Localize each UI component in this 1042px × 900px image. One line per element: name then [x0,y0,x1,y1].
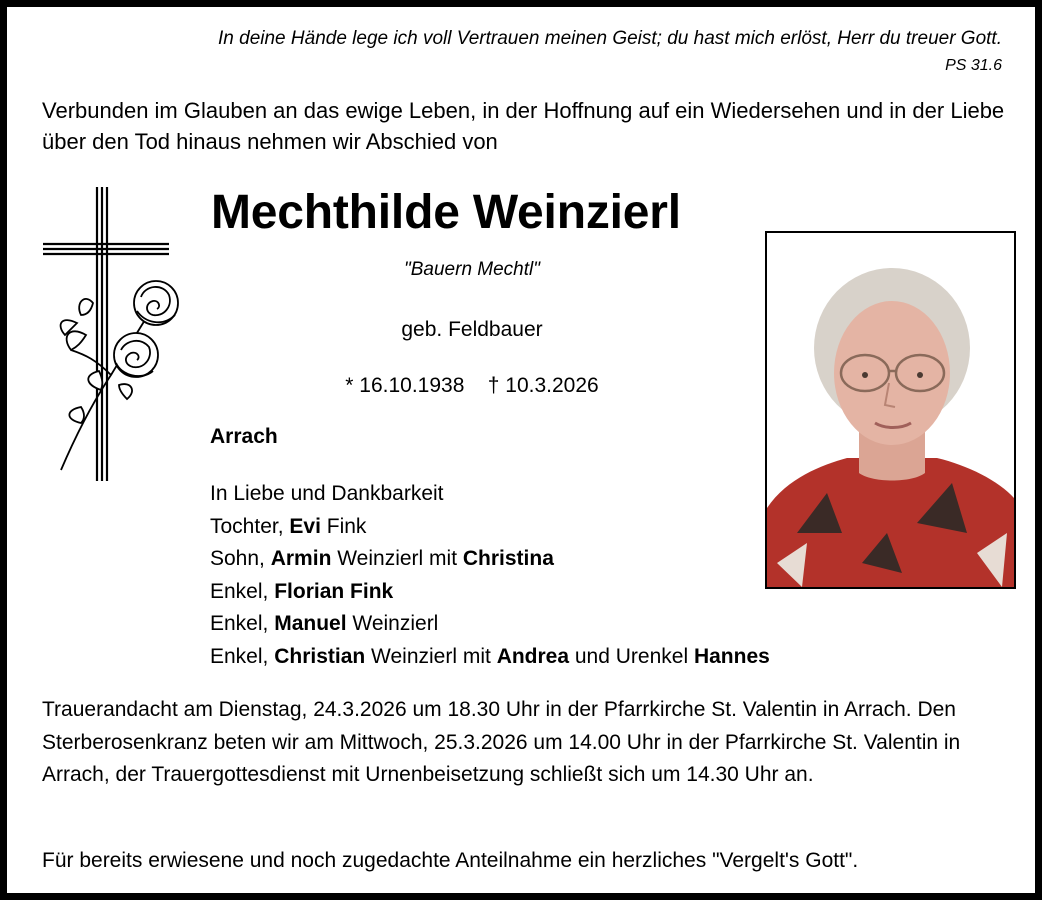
birth-date: 16.10.1938 [359,374,465,397]
birth-name: geb. Feldbauer [401,318,543,341]
family-line: Tochter, Evi Fink [210,514,367,538]
hometown: Arrach [210,425,278,448]
portrait-photo [765,231,1016,589]
family-line: Sohn, Armin Weinzierl mit Christina [210,547,554,571]
bible-verse: In deine Hände lege ich voll Vertrauen meinen Geist; du hast mich erlöst, Herr du treuer Gott. [218,28,1002,49]
intro-text: Verbunden im Glauben an das ewige Leben, in der Hoffnung auf ein Wiedersehen und in der Liebe über den Tod hinaus nehmen wir Abschied von [42,98,1005,154]
thanks-text: Für bereits erwiesene und noch zugedachte Anteilnahme ein herzliches "Vergelt's Gott". [42,849,859,872]
deceased-nickname: "Bauern Mechtl" [404,259,540,280]
deceased-name: Mechthilde Weinzierl [211,186,681,239]
family-line: Enkel, Florian Fink [210,579,394,603]
death-date: 10.3.2026 [505,374,599,397]
bible-verse-reference: PS 31.6 [945,57,1002,74]
life-dates [212,374,732,398]
death-symbol: † [487,374,500,397]
cross-with-roses-icon [41,185,183,490]
family-list [210,478,770,674]
service-details: Trauerandacht am Dienstag, 24.3.2026 um 18.30 Uhr in der Pfarrkirche St. Valentin in Arrach. Den Sterberosenkranz beten wir am Mittwoch, 25.3.2026 um 14.00 Uhr in der Pfarrkirche St. Valentin in Arrach, der Trauergottesdienst mit Urnenbeisetzung schließt sich um 14.30 Uhr an. [42,698,961,786]
family-heading: In Liebe und Dankbarkeit [210,482,444,505]
family-line: Enkel, Christian Weinzierl mit Andrea und Urenkel Hannes [210,644,770,668]
born-symbol: * [345,374,354,397]
family-line: Enkel, Manuel Weinzierl [210,612,439,636]
